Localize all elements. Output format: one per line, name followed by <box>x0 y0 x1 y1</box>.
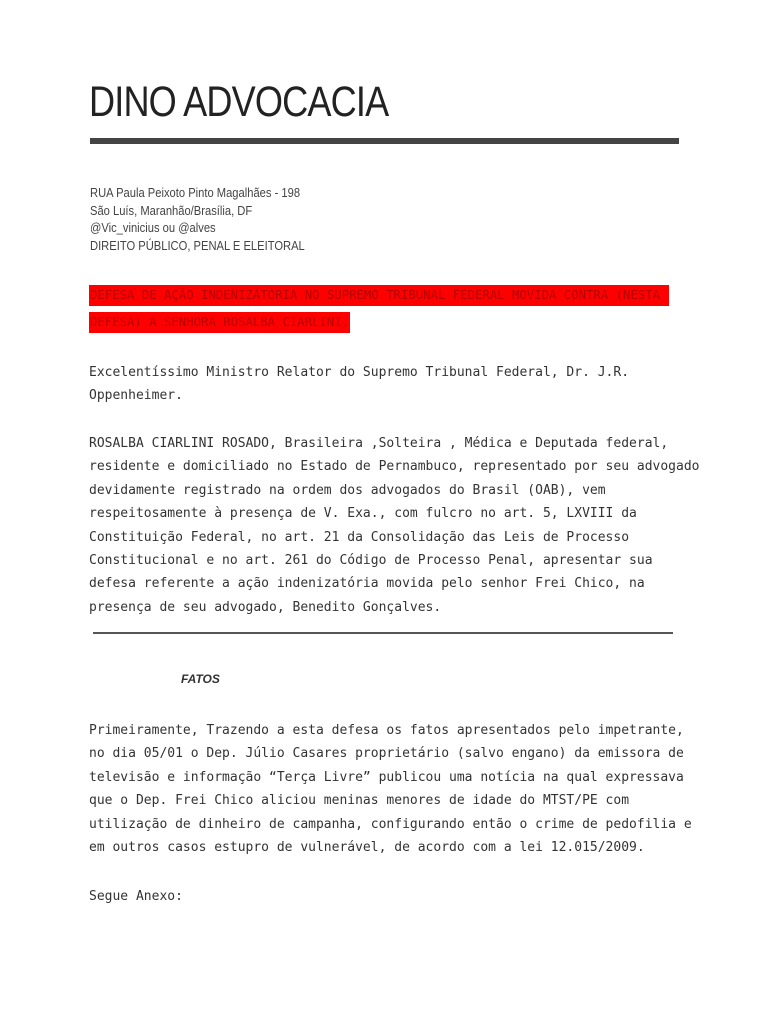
section-divider <box>93 632 673 634</box>
firm-name: DINO ADVOCACIA <box>89 78 389 126</box>
qualification-line: presença de seu advogado, Benedito Gonçalves. <box>89 599 442 615</box>
qualification-line: residente e domiciliado no Estado de Pernambuco, representado por seu advogado <box>89 459 700 475</box>
address-line-social: @Vic_vinicius ou @alves <box>90 220 216 235</box>
qualification-line: defesa referente a ação indenizatória movida pelo senhor Frei Chico, na <box>89 576 645 592</box>
firm-address-block <box>90 184 305 254</box>
title-line-2: DEFESA) A SENHORA ROSALBA CIARLINI. <box>89 312 350 333</box>
address-line-practice-areas: DIREITO PÚBLICO, PENAL E ELEITORAL <box>90 237 305 253</box>
title-line-1: DEFESA DE AÇÃO INDENIZATÓRIA NO SUPREMO TRIBUNAL FEDERAL MOVIDA CONTRA (NESTA <box>89 285 669 306</box>
greeting-paragraph <box>89 361 689 408</box>
qualification-line: Constituição Federal, no art. 21 da Consolidação das Leis de Processo <box>89 529 630 545</box>
document-title <box>89 285 679 339</box>
qualification-line: Constitucional e no art. 261 do Código de Processo Penal, apresentar sua <box>89 552 653 568</box>
facts-line: que o Dep. Frei Chico aliciou meninas menores de idade do MTST/PE com <box>89 793 630 809</box>
greeting-line: Oppenheimer. <box>89 388 183 404</box>
greeting-line: Excelentíssimo Ministro Relator do Supremo Tribunal Federal, Dr. J.R. <box>89 365 630 380</box>
facts-paragraph <box>89 719 692 859</box>
facts-line: utilização de dinheiro de campanha, configurando então o crime de pedofilia e <box>89 816 692 832</box>
address-line-street: RUA Paula Peixoto Pinto Magalhães - 198 <box>90 185 301 200</box>
facts-line: televisão e informação “Terça Livre” publicou uma notícia na qual expressava <box>89 769 684 785</box>
qualification-paragraph <box>89 432 700 619</box>
qualification-line: devidamente registrado na ordem dos advogados do Brasil (OAB), vem <box>89 482 606 498</box>
facts-line: em outros casos estupro de vulnerável, de acordo com a lei 12.015/2009. <box>89 839 645 855</box>
header-divider <box>90 138 679 144</box>
facts-line: no dia 05/01 o Dep. Júlio Casares proprietário (salvo engano) da emissora de <box>89 746 684 762</box>
facts-line: Primeiramente, Trazendo a esta defesa os fatos apresentados pelo impetrante, <box>89 723 684 738</box>
qualification-line: respeitosamente à presença de V. Exa., com fulcro no art. 5, LXVIII da <box>89 506 637 522</box>
section-title-fatos: FATOS <box>181 672 220 686</box>
address-line-city: São Luís, Maranhão/Brasília, DF <box>90 202 253 218</box>
annex-label: Segue Anexo: <box>89 889 183 904</box>
qualification-line: ROSALBA CIARLINI ROSADO, Brasileira ,Solteira , Médica e Deputada federal, <box>89 436 669 451</box>
